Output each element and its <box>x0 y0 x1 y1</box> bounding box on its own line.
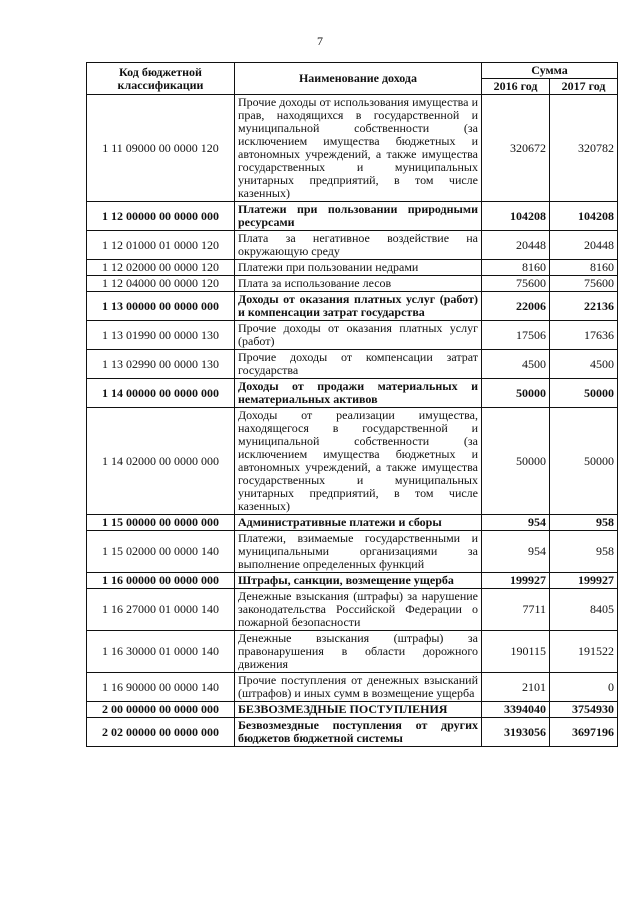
table-row <box>87 379 618 408</box>
table-row <box>87 95 618 202</box>
amount-2016-cell: 4500 <box>482 350 550 379</box>
code-cell: 2 00 00000 00 0000 000 <box>87 702 235 718</box>
code-cell: 1 13 02990 00 0000 130 <box>87 350 235 379</box>
table-row <box>87 531 618 573</box>
code-cell: 1 11 09000 00 0000 120 <box>87 95 235 202</box>
name-cell: Платежи, взимаемые государственными и муниципальными организациями за выполнение определенных функций <box>235 531 482 573</box>
amount-2016-cell: 190115 <box>482 631 550 673</box>
code-cell: 1 13 00000 00 0000 000 <box>87 292 235 321</box>
table-row <box>87 260 618 276</box>
code-cell: 1 15 02000 00 0000 140 <box>87 531 235 573</box>
header-code: Код бюджетной классификации <box>87 63 235 95</box>
name-cell: Плата за негативное воздействие на окружающую среду <box>235 231 482 260</box>
revenue-table <box>86 62 618 747</box>
page-number: 7 <box>317 34 323 48</box>
amount-2017-cell: 958 <box>550 515 618 531</box>
amount-2017-cell: 3754930 <box>550 702 618 718</box>
name-cell: БЕЗВОЗМЕЗДНЫЕ ПОСТУПЛЕНИЯ <box>235 702 482 718</box>
amount-2016-cell: 8160 <box>482 260 550 276</box>
amount-2016-cell: 50000 <box>482 408 550 515</box>
name-cell: Доходы от продажи материальных и нематериальных активов <box>235 379 482 408</box>
amount-2017-cell: 20448 <box>550 231 618 260</box>
amount-2017-cell: 0 <box>550 673 618 702</box>
header-year-2017: 2017 год <box>550 79 618 95</box>
amount-2017-cell: 191522 <box>550 631 618 673</box>
amount-2016-cell: 320672 <box>482 95 550 202</box>
table-row <box>87 515 618 531</box>
amount-2017-cell: 958 <box>550 531 618 573</box>
table-row <box>87 408 618 515</box>
name-cell: Административные платежи и сборы <box>235 515 482 531</box>
amount-2016-cell: 199927 <box>482 573 550 589</box>
amount-2017-cell: 8405 <box>550 589 618 631</box>
name-cell: Прочие доходы от оказания платных услуг (работ) <box>235 321 482 350</box>
amount-2017-cell: 4500 <box>550 350 618 379</box>
amount-2017-cell: 50000 <box>550 408 618 515</box>
name-cell: Доходы от оказания платных услуг (работ) и компенсации затрат государства <box>235 292 482 321</box>
table-row <box>87 231 618 260</box>
amount-2016-cell: 7711 <box>482 589 550 631</box>
table-row <box>87 350 618 379</box>
table-row <box>87 589 618 631</box>
name-cell: Штрафы, санкции, возмещение ущерба <box>235 573 482 589</box>
name-cell: Прочие поступления от денежных взысканий (штрафов) и иных сумм в возмещение ущерба <box>235 673 482 702</box>
code-cell: 1 14 00000 00 0000 000 <box>87 379 235 408</box>
amount-2016-cell: 50000 <box>482 379 550 408</box>
name-cell: Плата за использование лесов <box>235 276 482 292</box>
name-cell: Денежные взыскания (штрафы) за нарушение законодательства Российской Федерации о пожарной безопасности <box>235 589 482 631</box>
amount-2017-cell: 8160 <box>550 260 618 276</box>
amount-2016-cell: 75600 <box>482 276 550 292</box>
amount-2016-cell: 17506 <box>482 321 550 350</box>
amount-2017-cell: 50000 <box>550 379 618 408</box>
name-cell: Прочие доходы от компенсации затрат государства <box>235 350 482 379</box>
name-cell: Платежи при пользовании природными ресурсами <box>235 202 482 231</box>
code-cell: 1 16 27000 01 0000 140 <box>87 589 235 631</box>
name-cell: Прочие доходы от использования имущества и прав, находящихся в государственной и муниципальной собственности (за исключением имущества бюджетных и автономных учреждений, а также имущества государственных и муниципальных унитарных предприятий, в том числе казенных) <box>235 95 482 202</box>
amount-2017-cell: 3697196 <box>550 718 618 747</box>
table-row <box>87 321 618 350</box>
code-cell: 1 12 04000 00 0000 120 <box>87 276 235 292</box>
table-row <box>87 202 618 231</box>
amount-2017-cell: 75600 <box>550 276 618 292</box>
amount-2016-cell: 954 <box>482 531 550 573</box>
amount-2017-cell: 320782 <box>550 95 618 202</box>
header-year-2016: 2016 год <box>482 79 550 95</box>
code-cell: 1 12 02000 00 0000 120 <box>87 260 235 276</box>
code-cell: 1 12 00000 00 0000 000 <box>87 202 235 231</box>
amount-2017-cell: 199927 <box>550 573 618 589</box>
name-cell: Доходы от реализации имущества, находящегося в государственной и муниципальной собственности (за исключением имущества бюджетных и автономных учреждений, а также имущества государственных и муниципальных унитарных предприятий, в том числе казенных) <box>235 408 482 515</box>
code-cell: 1 16 30000 01 0000 140 <box>87 631 235 673</box>
header-sum: Сумма <box>482 63 618 79</box>
name-cell: Платежи при пользовании недрами <box>235 260 482 276</box>
amount-2016-cell: 20448 <box>482 231 550 260</box>
table-body <box>87 95 618 747</box>
table-row <box>87 718 618 747</box>
code-cell: 1 14 02000 00 0000 000 <box>87 408 235 515</box>
name-cell: Денежные взыскания (штрафы) за правонарушения в области дорожного движения <box>235 631 482 673</box>
table-row <box>87 292 618 321</box>
table-row <box>87 631 618 673</box>
table-row <box>87 702 618 718</box>
amount-2016-cell: 22006 <box>482 292 550 321</box>
code-cell: 2 02 00000 00 0000 000 <box>87 718 235 747</box>
code-cell: 1 16 00000 00 0000 000 <box>87 573 235 589</box>
amount-2016-cell: 3193056 <box>482 718 550 747</box>
amount-2017-cell: 17636 <box>550 321 618 350</box>
amount-2016-cell: 104208 <box>482 202 550 231</box>
table-row <box>87 276 618 292</box>
code-cell: 1 12 01000 01 0000 120 <box>87 231 235 260</box>
amount-2017-cell: 22136 <box>550 292 618 321</box>
name-cell: Безвозмездные поступления от других бюджетов бюджетной системы <box>235 718 482 747</box>
amount-2016-cell: 3394040 <box>482 702 550 718</box>
header-name: Наименование дохода <box>235 63 482 95</box>
amount-2017-cell: 104208 <box>550 202 618 231</box>
code-cell: 1 15 00000 00 0000 000 <box>87 515 235 531</box>
code-cell: 1 16 90000 00 0000 140 <box>87 673 235 702</box>
table-row <box>87 673 618 702</box>
amount-2016-cell: 2101 <box>482 673 550 702</box>
table-row <box>87 573 618 589</box>
amount-2016-cell: 954 <box>482 515 550 531</box>
code-cell: 1 13 01990 00 0000 130 <box>87 321 235 350</box>
